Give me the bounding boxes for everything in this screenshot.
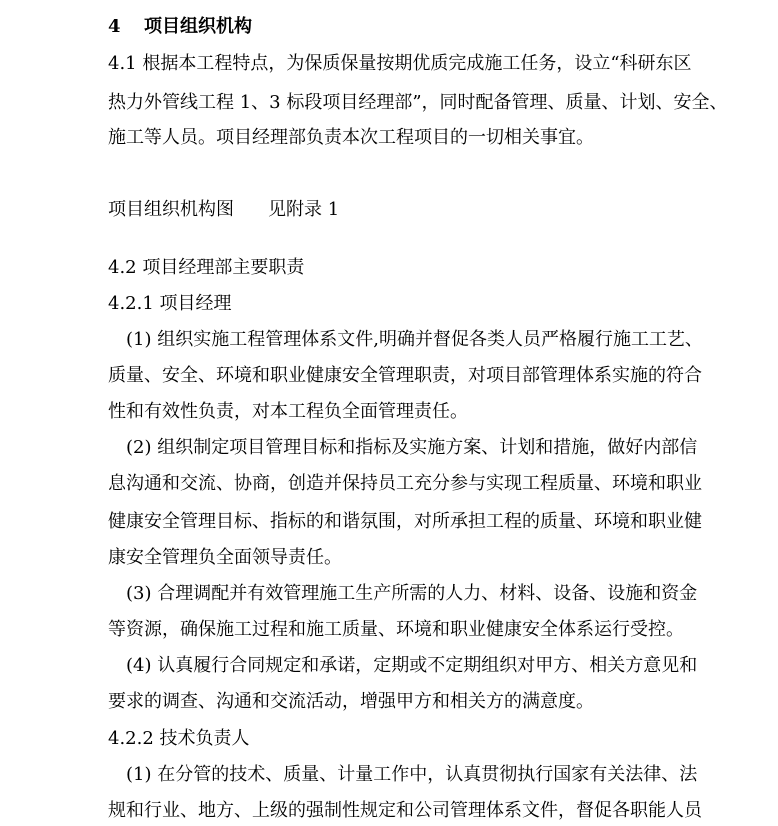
pm-item-1-line-2: 质量、安全、环境和职业健康安全管理职责，对项目部管理体系实施的符合 [108,365,702,386]
pm-item-2-line-3: 健康安全管理目标、指标的和谐氛围，对所承担工程的质量、环境和职业健 [108,511,702,532]
pm-item-3-line-1: (3) 合理调配并有效管理施工生产所需的人力、材料、设备、设施和资金 [126,583,698,604]
pm-item-3-line-2: 等资源，确保施工过程和施工质量、环境和职业健康安全体系运行受控。 [108,619,684,640]
org-chart-appendix: 见附录 1 [268,199,340,220]
pm-item-2-line-2: 息沟通和交流、协商，创造并保持员工充分参与实现工程质量、环境和职业 [108,473,702,494]
tech-item-1-line-2: 规和行业、地方、上级的强制性规定和公司管理体系文件，督促各职能人员 [108,800,702,821]
pm-item-2-line-4: 康安全管理负全面领导责任。 [108,547,342,568]
pm-item-1-line-1: (1) 组织实施工程管理体系文件,明确并督促各类人员严格履行施工工艺、 [126,329,703,350]
pm-item-4-line-2: 要求的调查、沟通和交流活动，增强甲方和相关方的满意度。 [108,691,594,712]
para-4-1-line-3: 施工等人员。项目经理部负责本次工程项目的一切相关事宜。 [108,127,594,148]
section-4-2-2-title: 4.2.2 技术负责人 [108,728,250,749]
para-4-1-line-1: 4.1 根据本工程特点，为保质保量按期优质完成施工任务，设立“科研东区 [108,53,692,74]
section-4-2-1-title: 4.2.1 项目经理 [108,293,232,314]
section-4-title: 项目组织机构 [144,16,252,37]
tech-item-1-line-1: (1) 在分管的技术、质量、计量工作中，认真贯彻执行国家有关法律、法 [126,764,698,785]
pm-item-2-line-1: (2) 组织制定项目管理目标和指标及实施方案、计划和措施，做好内部信 [126,437,698,458]
section-4-number: 4 [108,16,121,37]
section-4-2-title: 4.2 项目经理部主要职责 [108,257,305,278]
pm-item-4-line-1: (4) 认真履行合同规定和承诺，定期或不定期组织对甲方、相关方意见和 [126,655,698,676]
org-chart-reference [108,198,728,222]
section-4-heading [108,15,728,39]
para-4-1-line-2: 热力外管线工程 1、3 标段项目经理部”，同时配备管理、质量、计划、安全、 [108,92,728,113]
org-chart-label: 项目组织机构图 [108,199,234,220]
pm-item-1-line-3: 性和有效性负责，对本工程负全面管理责任。 [108,401,468,422]
